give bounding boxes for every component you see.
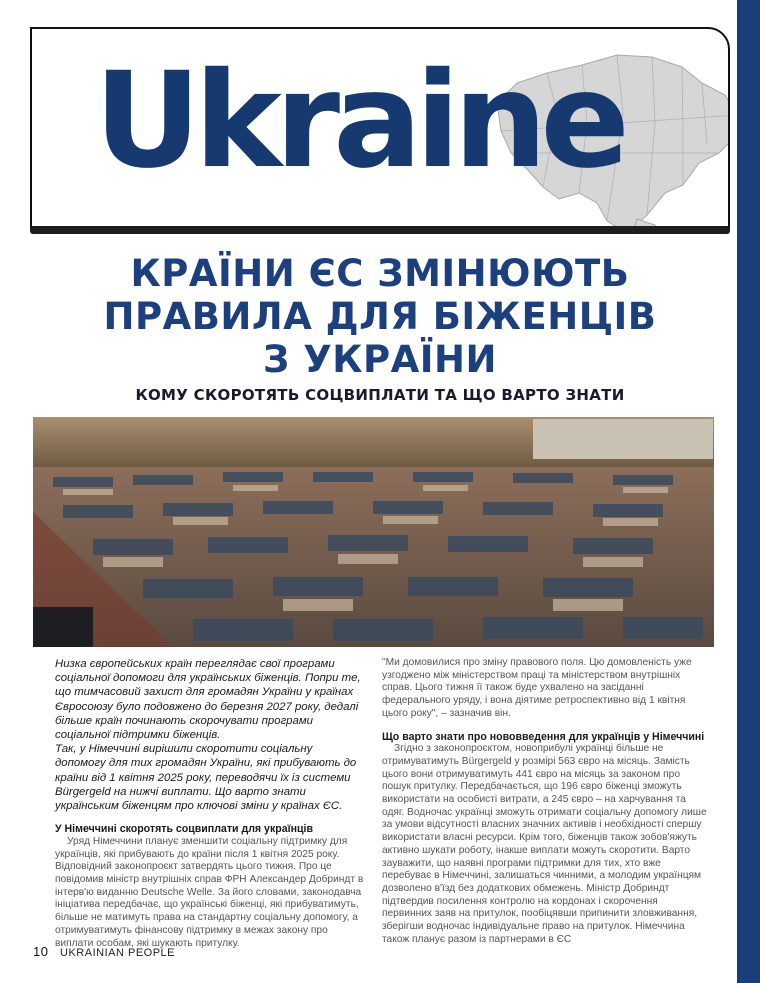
magazine-section-title: Ukraine <box>94 44 623 198</box>
banner-underline <box>30 226 730 234</box>
side-color-bar <box>737 0 760 983</box>
article-paragraph: Уряд Німеччини планує зменшити соціальну підтримку для українців, які прибувають до країни після 1 квітня 2025 року. Відповідний законопроєкт затвердять цього тижня. Про це повідомив міністр внутрішніх справ ФРН Александер Добриндт в інтерв'ю виданню Deutsche Welle. За його словами, законодавча ініціатива передбачає, що українські біженці, які прибуватимуть, більше не матимуть права на стандартну соціальну допомогу, а отримуватимуть фінансову підтримку в межах закону про виплати особам, які шукають притулку. <box>55 835 364 949</box>
refugee-shelter-photo <box>33 417 714 647</box>
article-lead-paragraph: Низка європейських країн переглядає свої програми соціальної допомоги для українських біженців. Попри те, що тимчасовий захист для громадян України у країнах Євросоюзу було подовжено до березня 2027 року, дедалі більше країн починають скорочувати програми соціальної підтримки біженців. <box>55 658 361 742</box>
page-footer <box>33 944 175 959</box>
article-paragraph: Згідно з законопроєктом, новоприбулі українці більше не отримуватимуть Bürgergeld у розмірі 563 євро на місяць. Замість цього вони отримуватимуть 441 євро на місяць за законом про пошук притулку. Передбачається, що 196 євро біженці зможуть використати на особисті витрати, а 245 євро – на харчування та одяг. Водночас українці зможуть отримати соціальну допомогу лише за умови відсутності власних значних активів і необхідності спершу використати власні ресурси. Крім того, біженців також зобов'яжуть активно шукати роботу, інакше виплати можуть скоротити. Варто зауважити, що наявні програми підтримки для тих, хто вже перебуває в Німеччині, залишаться чинними, а молодим українцям дозволено в'їзд без додаткових обмежень. Міністр Добриндт підтвердив посилення контролю на кордонах і скорочення первинних заяв на притулок, пообіцявши припинити зловживання, зберігши водночас індивідуальне право на притулок. Німеччина також планує разом із партнерами в ЄС <box>382 743 707 945</box>
article-column-left <box>55 657 365 950</box>
title-banner <box>30 27 730 229</box>
section-heading: Що варто знати про нововведення для українців у Німеччині <box>382 730 705 743</box>
section-heading: У Німеччині скоротять соцвиплати для українців <box>55 823 313 836</box>
article-subheadline: КОМУ СКОРОТЯТЬ СОЦВИПЛАТИ ТА ЩО ВАРТО ЗНАТИ <box>135 386 625 404</box>
article-column-right <box>382 657 707 946</box>
headline-line: З УКРАЇНИ <box>263 338 497 381</box>
article-lead-paragraph: Так, у Німеччині вирішили скоротити соціальну допомогу для тих громадян України, які прибувають до країни від 1 квітня 2025 року, переводячи їх із системи Bürgergeld на нижчі виплати. Що варто знати українським біженцям про ключові зміни у країнах ЄС. <box>55 743 357 813</box>
headline-line: КРАЇНИ ЄС ЗМІНЮЮТЬ <box>130 252 630 295</box>
page-number: 10 <box>33 944 49 959</box>
article-headline <box>40 252 720 381</box>
magazine-name: UKRAINIAN PEOPLE <box>60 947 176 959</box>
headline-line: ПРАВИЛА ДЛЯ БІЖЕНЦІВ <box>103 295 657 338</box>
article-quote: "Ми домовилися про зміну правового поля. Цю домовленість уже узгоджено між міністерством праці та міністерством внутрішніх справ. Цього тижня її також буде ухвалено на засіданні федерального уряду, і вона діятиме ретроспективно від 1 квітня цього року", – зазначив він. <box>382 657 692 719</box>
